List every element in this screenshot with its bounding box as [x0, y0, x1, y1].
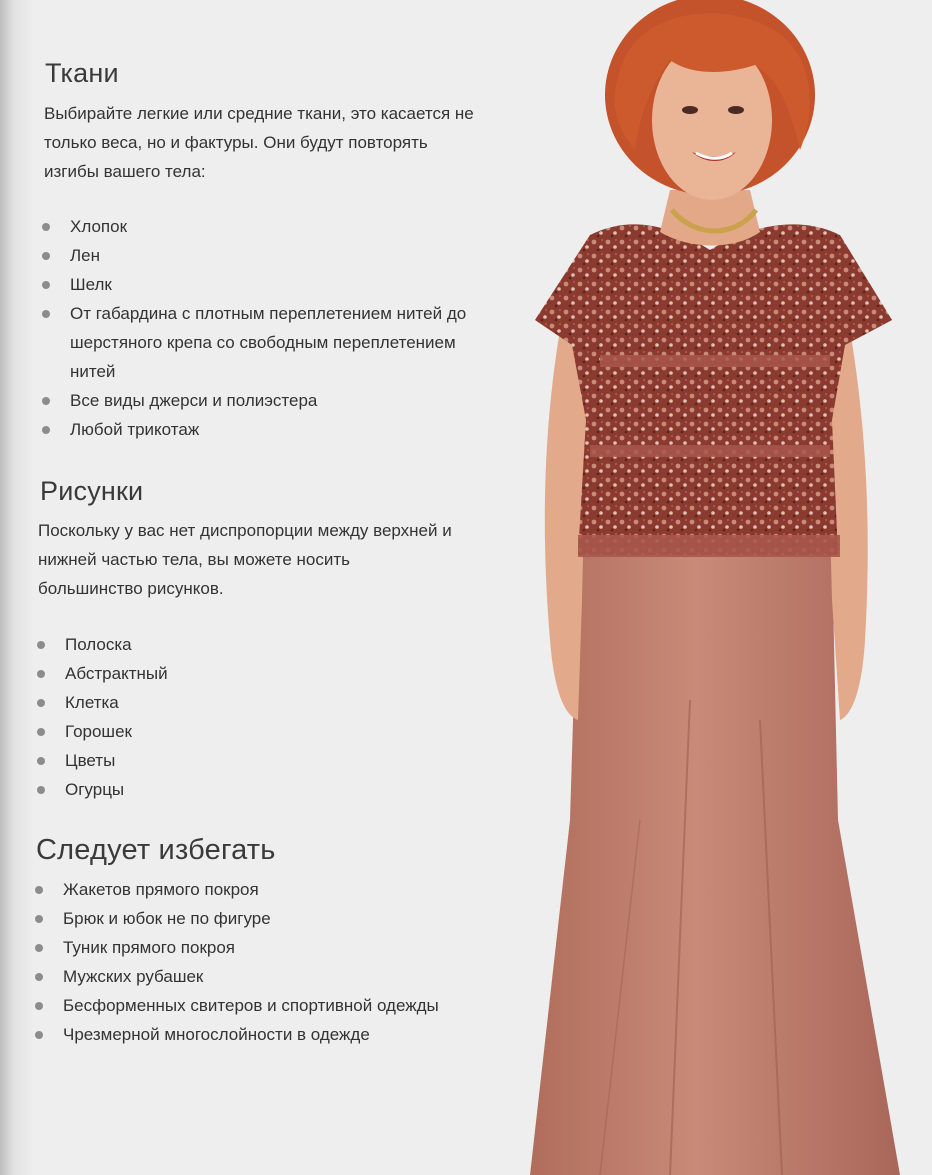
list-item: Хлопок: [42, 212, 482, 241]
section-title-avoid: Следует избегать: [36, 834, 276, 866]
list-item: Клетка: [37, 688, 477, 717]
bullet-icon: [42, 252, 50, 260]
list-item: Все виды джерси и полиэстера: [42, 386, 482, 415]
bullet-icon: [42, 223, 50, 231]
section-intro-fabrics: Выбирайте легкие или средние ткани, это касается не только веса, но и фактуры. Они будут повторять изгибы вашего тела:: [44, 104, 474, 181]
bullet-icon: [37, 757, 45, 765]
bullet-icon: [37, 670, 45, 678]
list-item: Брюк и юбок не по фигуре: [35, 904, 455, 933]
model-photo: [520, 0, 932, 1175]
bullet-icon: [37, 786, 45, 794]
list-item: Полоска: [37, 630, 477, 659]
bullet-icon: [35, 1002, 43, 1010]
bullet-icon: [42, 310, 50, 318]
bullet-icon: [37, 728, 45, 736]
bullet-icon: [35, 915, 43, 923]
top-band: [600, 355, 830, 367]
fabric-list: [42, 212, 482, 444]
bullet-icon: [42, 281, 50, 289]
list-item: Лен: [42, 241, 482, 270]
list-item: Мужских рубашек: [35, 962, 455, 991]
top-hem: [578, 535, 840, 557]
section-title-fabrics: Ткани: [45, 58, 119, 88]
bullet-icon: [37, 699, 45, 707]
list-item: Шелк: [42, 270, 482, 299]
list-item: Горошек: [37, 717, 477, 746]
bullet-icon: [42, 426, 50, 434]
bullet-icon: [42, 397, 50, 405]
list-item: Бесформенных свитеров и спортивной одежды: [35, 991, 458, 1020]
model-illustration: [520, 0, 932, 1175]
avoid-list: [35, 875, 455, 1049]
list-item: Огурцы: [37, 775, 477, 804]
list-item: Туник прямого покроя: [35, 933, 455, 962]
list-item: Абстрактный: [37, 659, 477, 688]
bullet-icon: [35, 944, 43, 952]
section-intro-patterns: Поскольку у вас нет диспропорции между верхней и нижней частью тела, вы можете носить большинство рисунков.: [38, 521, 452, 598]
list-item: Любой трикотаж: [42, 415, 482, 444]
section-title-patterns: Рисунки: [40, 476, 144, 506]
pattern-list: [37, 630, 477, 804]
bullet-icon: [35, 886, 43, 894]
list-item: Жакетов прямого покроя: [35, 875, 455, 904]
bullet-icon: [35, 1031, 43, 1039]
list-item: Чрезмерной многослойности в одежде: [35, 1020, 455, 1049]
list-item: От габардина с плотным переплетением нитей до шерстяного крепа со свободным переплетением нитей: [42, 299, 482, 386]
list-item: Цветы: [37, 746, 477, 775]
bullet-icon: [37, 641, 45, 649]
bullet-icon: [35, 973, 43, 981]
top-band: [590, 445, 830, 457]
